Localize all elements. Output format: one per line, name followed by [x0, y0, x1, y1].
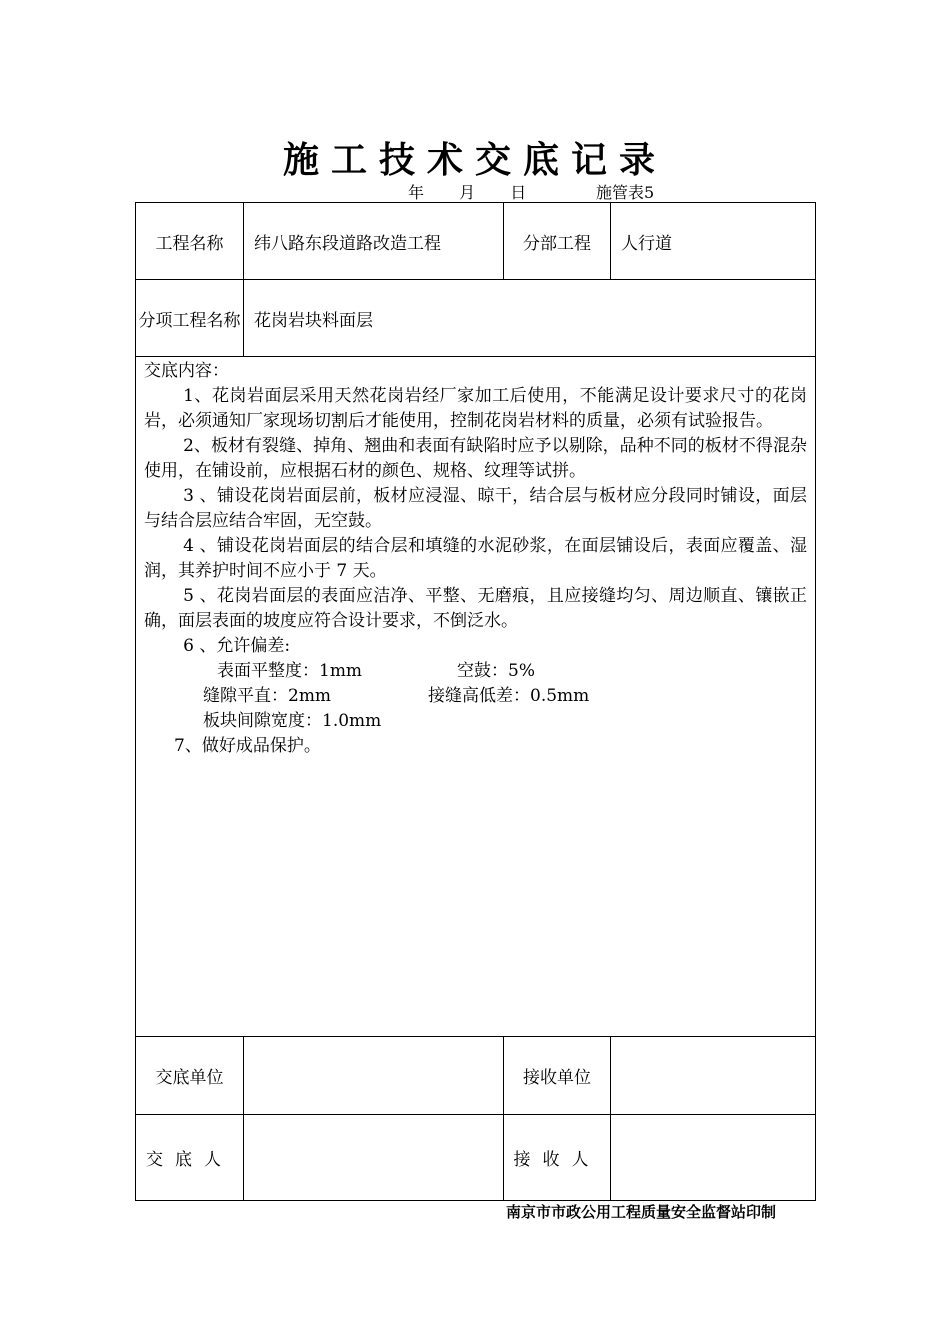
page-title: 施工技术交底记录	[282, 139, 667, 181]
issuer-unit-value	[244, 1037, 504, 1115]
month-label: 月	[459, 183, 480, 202]
issuer-value	[244, 1115, 504, 1201]
receiver-label: 接收人	[504, 1115, 611, 1201]
year-label: 年	[408, 183, 429, 202]
receiver-unit-value	[611, 1037, 816, 1115]
tolerance-row-3	[144, 709, 807, 734]
footer-printer: 南京市市政公用工程质量安全监督站印制	[506, 1203, 777, 1221]
tolerance-hollow: 空鼓：5%	[457, 661, 535, 681]
content-item-1: 1、花岗岩面层采用天然花岗岩经厂家加工后使用，不能满足设计要求尺寸的花岗岩，必须通知厂家现场切割后才能使用，控制花岗岩材料的质量，必须有试验报告。	[144, 386, 807, 431]
content-cell	[136, 357, 816, 1037]
content-item-5: 5 、花岗岩面层的表面应洁净、平整、无磨痕，且应接缝均匀、周边顺直、镶嵌正确，面层表面的坡度应符合设计要求，不倒泛水。	[144, 586, 807, 631]
project-name-label: 工程名称	[136, 203, 244, 280]
tolerance-gap-width: 板块间隙宽度：1.0mm	[203, 711, 382, 731]
form-number: 施管表5	[596, 183, 655, 202]
content-item-4: 4 、铺设花岗岩面层的结合层和填缝的水泥砂浆，在面层铺设后，表面应覆盖、湿润，其养护时间不应小于 7 天。	[144, 536, 807, 581]
content-item-6: 6 、允许偏差:	[183, 636, 291, 656]
date-line	[408, 180, 552, 203]
day-label: 日	[510, 183, 531, 202]
content-item-2: 2、板材有裂缝、掉角、翘曲和表面有缺陷时应予以剔除，品种不同的板材不得混杂使用，在铺设前，应根据石材的颜色、规格、纹理等试拼。	[144, 436, 807, 481]
division-value: 人行道	[611, 203, 816, 280]
content-heading: 交底内容：	[144, 361, 229, 381]
tolerance-row-2	[144, 684, 807, 709]
tolerance-row-1	[144, 659, 807, 684]
tolerance-joint-height: 接缝高低差：0.5mm	[428, 686, 590, 706]
item-label: 分项工程名称	[136, 280, 244, 357]
content-item-3: 3 、铺设花岗岩面层前，板材应浸湿、晾干，结合层与板材应分段同时铺设，面层与结合层应结合牢固，无空鼓。	[144, 486, 807, 531]
project-name-value: 纬八路东段道路改造工程	[244, 203, 504, 280]
issuer-label: 交底人	[136, 1115, 244, 1201]
content-item-7: 7、做好成品保护。	[174, 736, 321, 756]
item-value: 花岗岩块料面层	[244, 280, 816, 357]
receiver-value	[611, 1115, 816, 1201]
tolerance-joint-straight: 缝隙平直：2mm	[203, 686, 332, 706]
issuer-unit-label: 交底单位	[136, 1037, 244, 1115]
tolerance-flatness: 表面平整度：1mm	[217, 661, 363, 681]
record-table	[135, 202, 816, 1201]
division-label: 分部工程	[504, 203, 611, 280]
receiver-unit-label: 接收单位	[504, 1037, 611, 1115]
